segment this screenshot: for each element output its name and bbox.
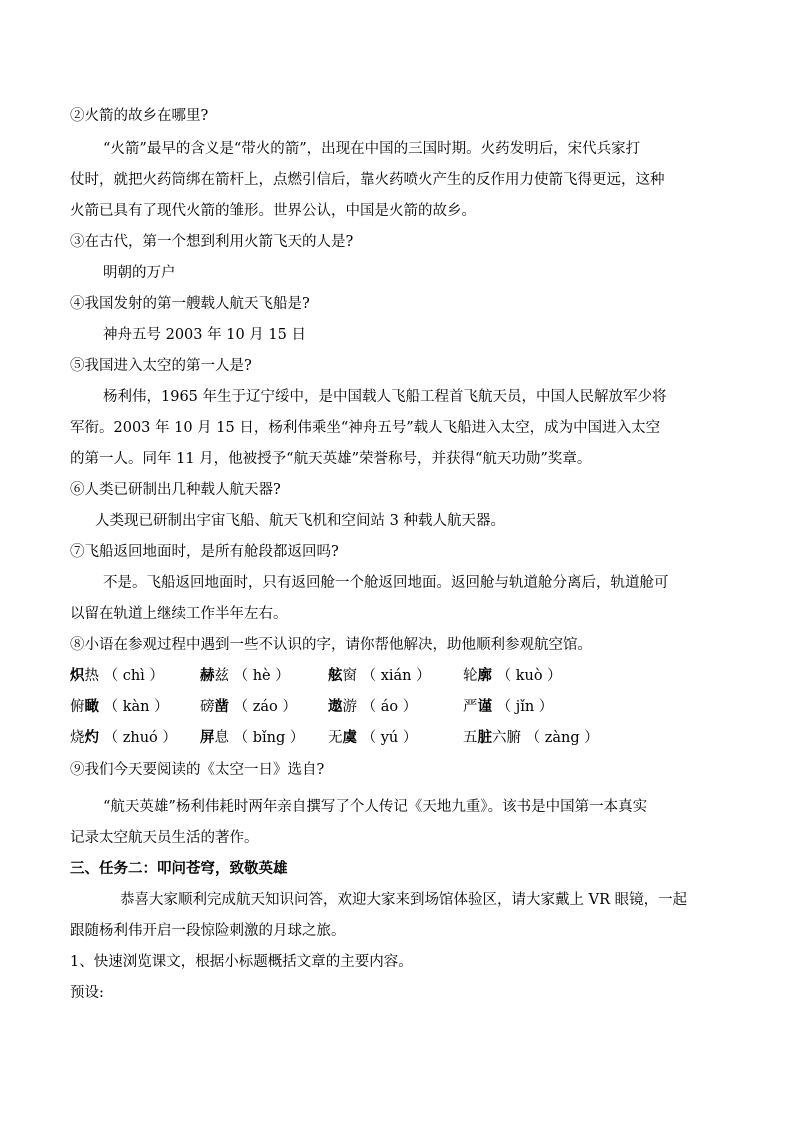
answer-4: 神舟五号 2003 年 10 月 15 日 xyxy=(103,327,306,343)
answer-3: 明朝的万户 xyxy=(103,265,176,281)
question-7: ⑦飞船返回地面时，是所有舱段都返回吗? xyxy=(70,544,339,560)
vocab-item: 炽热 （ chì ） xyxy=(70,667,164,684)
vocab-item: 五脏六腑 （ zàng ） xyxy=(463,729,599,746)
pinyin: （ yú ） xyxy=(361,730,418,746)
answer-5-line-3: 的第一人。同年 11 月，他被授予“航天英雄”荣誉称号，并获得“航天功勋”奖章。 xyxy=(70,451,592,467)
task-1: 1、快速浏览课文，根据小标题概括文章的主要内容。 xyxy=(70,954,413,970)
vocab-item: 遨游 （ áo ） xyxy=(328,698,418,715)
answer-7-line-2: 以留在轨道上继续工作半年左右。 xyxy=(70,606,288,622)
question-4: ④我国发射的第一艘载人航天飞船是? xyxy=(70,296,310,312)
pinyin: （ záo ） xyxy=(233,699,297,715)
question-5: ⑤我国进入太空的第一人是? xyxy=(70,358,252,374)
vocab-item: 烧灼 （ zhuó ） xyxy=(70,729,177,746)
pinyin: （ kuò ） xyxy=(496,668,562,684)
answer-9-line-2: 记录太空航天员生活的著作。 xyxy=(70,830,259,846)
vocab-item: 无虞 （ yú ） xyxy=(328,729,418,746)
vocab-item: 磅凿 （ záo ） xyxy=(200,698,297,715)
pinyin: （ hè ） xyxy=(233,668,290,684)
answer-2-line-1: “火箭”最早的含义是“带火的箭”，出现在中国的三国时期。火药发明后，宋代兵家打 xyxy=(103,141,641,157)
answer-5-line-2: 军衔。2003 年 10 月 15 日，杨利伟乘坐“神舟五号”载人飞船进入太空，成为中国进入太空 xyxy=(70,420,661,436)
question-2: ②火箭的故乡在哪里? xyxy=(70,108,209,124)
vocab-item: 轮廓 （ kuò ） xyxy=(463,667,562,684)
pinyin: （ jǐn ） xyxy=(496,699,554,715)
question-3: ③在古代，第一个想到利用火箭飞天的人是? xyxy=(70,234,354,250)
vocab-item: 屏息 （ bǐng ） xyxy=(200,729,305,746)
vocab-item: 舷窗 （ xián ） xyxy=(328,667,431,684)
pinyin: （ chì ） xyxy=(103,668,164,684)
answer-7-line-1: 不是。飞船返回地面时，只有返回舱一个舱返回地面。返回舱与轨道舱分离后，轨道舱可 xyxy=(103,575,669,591)
pinyin: （ zhuó ） xyxy=(103,730,177,746)
pinyin: （ xián ） xyxy=(361,668,431,684)
pinyin: （ bǐng ） xyxy=(233,730,305,746)
preset-label: 预设: xyxy=(70,985,104,1001)
answer-6: 人类现已研制出宇宙飞船、航天飞机和空间站 3 种载人航天器。 xyxy=(95,513,505,529)
answer-9-line-1: “航天英雄”杨利伟耗时两年亲自撰写了个人传记《天地九重》。该书是中国第一本真实 xyxy=(103,799,648,815)
vocab-item: 俯瞰 （ kàn ） xyxy=(70,698,169,715)
section-heading: 三、任务二：叩问苍穹，致敬英雄 xyxy=(70,860,288,877)
answer-5-line-1: 杨利伟，1965 年生于辽宁绥中，是中国载人飞船工程首飞航天员，中国人民解放军少将 xyxy=(103,389,667,405)
section-intro-line-2: 跟随杨利伟开启一段惊险刺激的月球之旅。 xyxy=(70,923,346,939)
pinyin: （ kàn ） xyxy=(103,699,169,715)
vocab-item: 赫兹 （ hè ） xyxy=(200,667,290,684)
answer-2-line-2: 仗时，就把火药筒绑在箭杆上，点燃引信后，靠火药喷火产生的反作用力使箭飞得更远，这种 xyxy=(70,172,665,188)
section-intro-line-1: 恭喜大家顺利完成航天知识问答，欢迎大家来到场馆体验区，请大家戴上 VR 眼镜，一起 xyxy=(120,892,688,908)
vocab-item: 严谨 （ jǐn ） xyxy=(463,698,554,715)
question-9: ⑨我们今天要阅读的《太空一日》选自? xyxy=(70,762,325,778)
question-8: ⑧小语在参观过程中遇到一些不认识的字，请你帮他解决，助他顺利参观航空馆。 xyxy=(70,637,592,653)
pinyin: （ áo ） xyxy=(361,699,418,715)
pinyin: （ zàng ） xyxy=(525,730,599,746)
answer-2-line-3: 火箭已具有了现代火箭的雏形。世界公认，中国是火箭的故乡。 xyxy=(70,203,476,219)
question-6: ⑥人类已研制出几种载人航天器? xyxy=(70,482,281,498)
